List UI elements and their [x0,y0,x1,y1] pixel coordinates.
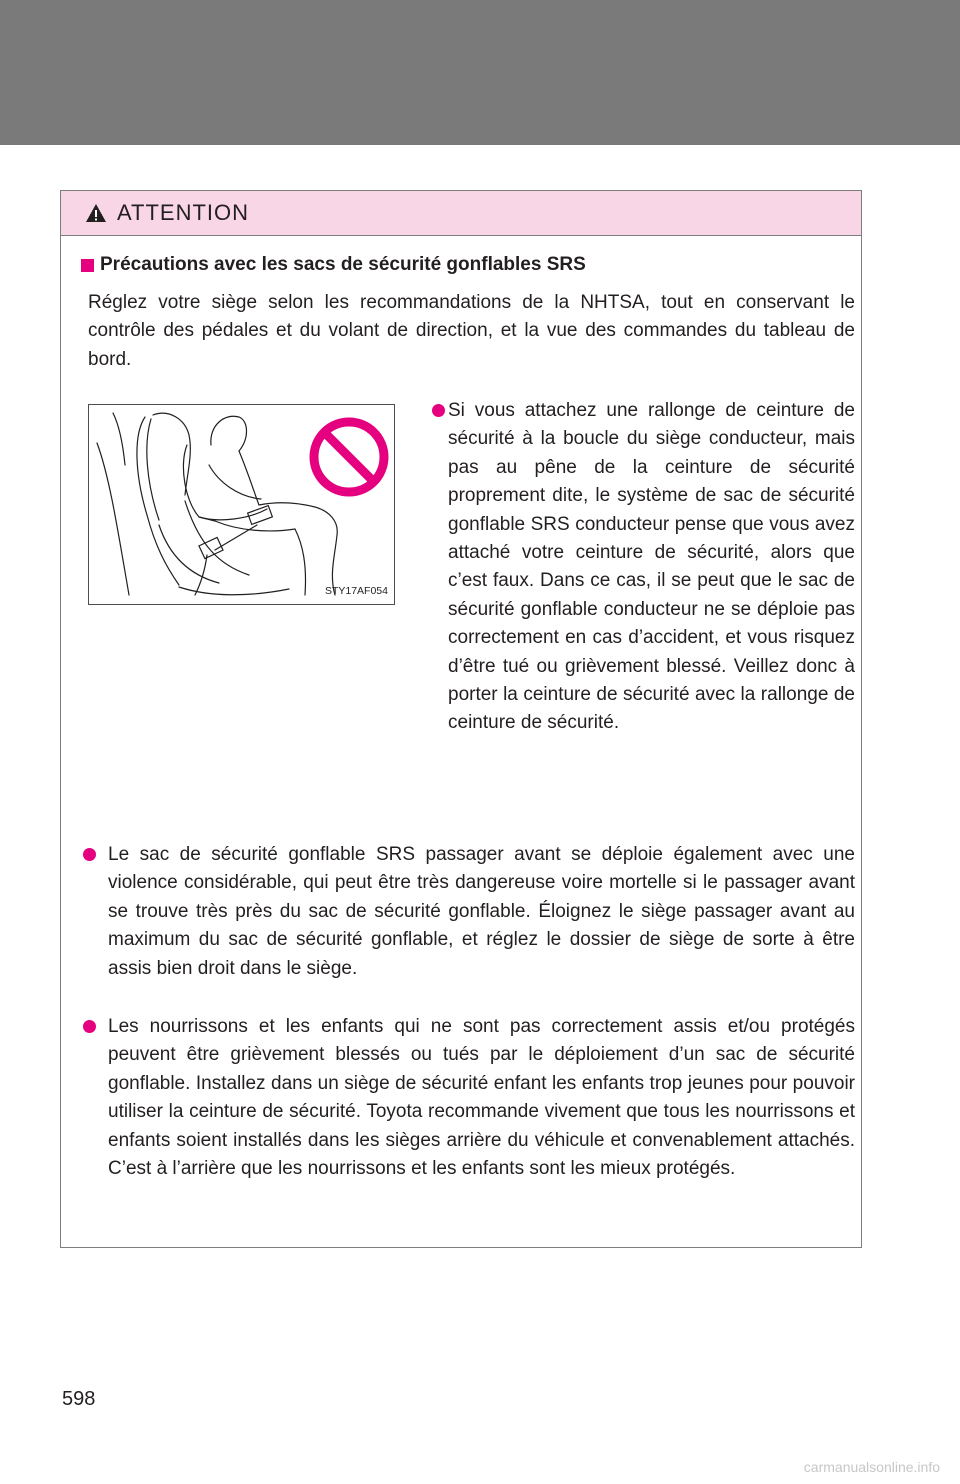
bullet-dot-icon [83,1020,96,1033]
bullet-dot-icon [83,848,96,861]
intro-paragraph: Réglez votre siège selon les recommandations de la NHTSA, tout en conservant le contrôle des pédales et du volant de direction, et la vue des commandes du tableau de bord. [88,292,855,370]
seatbelt-illustration [88,404,395,605]
bullet-dot-icon [432,404,445,417]
figure-code: STY17AF054 [324,585,388,597]
warning-triangle-icon [85,203,107,223]
watermark: carmanualsonline.info [803,1459,940,1475]
caution-title: ATTENTION [117,200,250,225]
section-heading [81,254,586,276]
page-header-band [0,0,960,145]
square-bullet-icon [81,259,94,272]
prohibition-icon [314,422,384,492]
section-heading-text: Précautions avec les sacs de sécurité gonflables SRS [100,254,586,275]
seated-person-drawing [89,405,394,604]
caution-header [61,191,861,236]
bullet-passenger-airbag: Le sac de sécurité gonflable SRS passager avant se déploie également avec une violence considérable, qui peut être très dangereuse voire mortelle si le passager avant se trouve très près du sac de sécurité gonflable. Éloignez le siège passager avant au maximum du sac de sécurité gonflable, et réglez le dossier de siège de sorte à être assis bien droit dans le siège. [108,844,855,979]
caution-box [60,190,862,1248]
page-number: 598 [62,1388,96,1410]
bullet-children-safety: Les nourrissons et les enfants qui ne sont pas correctement assis et/ou protégés peuvent être grièvement blessés ou tués par le déploiement d’un sac de sécurité gonflable. Installez dans un siège de sécurité enfant les enfants trop jeunes pour pouvoir utiliser la ceinture de sécurité. Toyota recommande vivement que tous les nourrissons et enfants soient installés dans les sièges arrière du véhicule et convenablement attachés. C’est à l’arrière que les nourrissons et les enfants sont les mieux protégés. [108,1016,855,1180]
bullet-extender-warning: Si vous attachez une rallonge de ceinture de sécurité à la boucle du siège conducteur, mais pas au pêne de la ceinture de sécurité proprement dite, le système de sac de sécurité gonflable SRS conducteur pense que vous avez attaché votre ceinture de sécurité, alors que c’est faux. Dans ce cas, il se peut que le sac de sécurité gonflable conducteur ne se déploie pas correctement en cas d’accident, et vous risquez d’être tué ou grièvement blessé. Veillez donc à porter la ceinture de sécurité avec la rallonge de ceinture de sécurité. [448,400,855,734]
